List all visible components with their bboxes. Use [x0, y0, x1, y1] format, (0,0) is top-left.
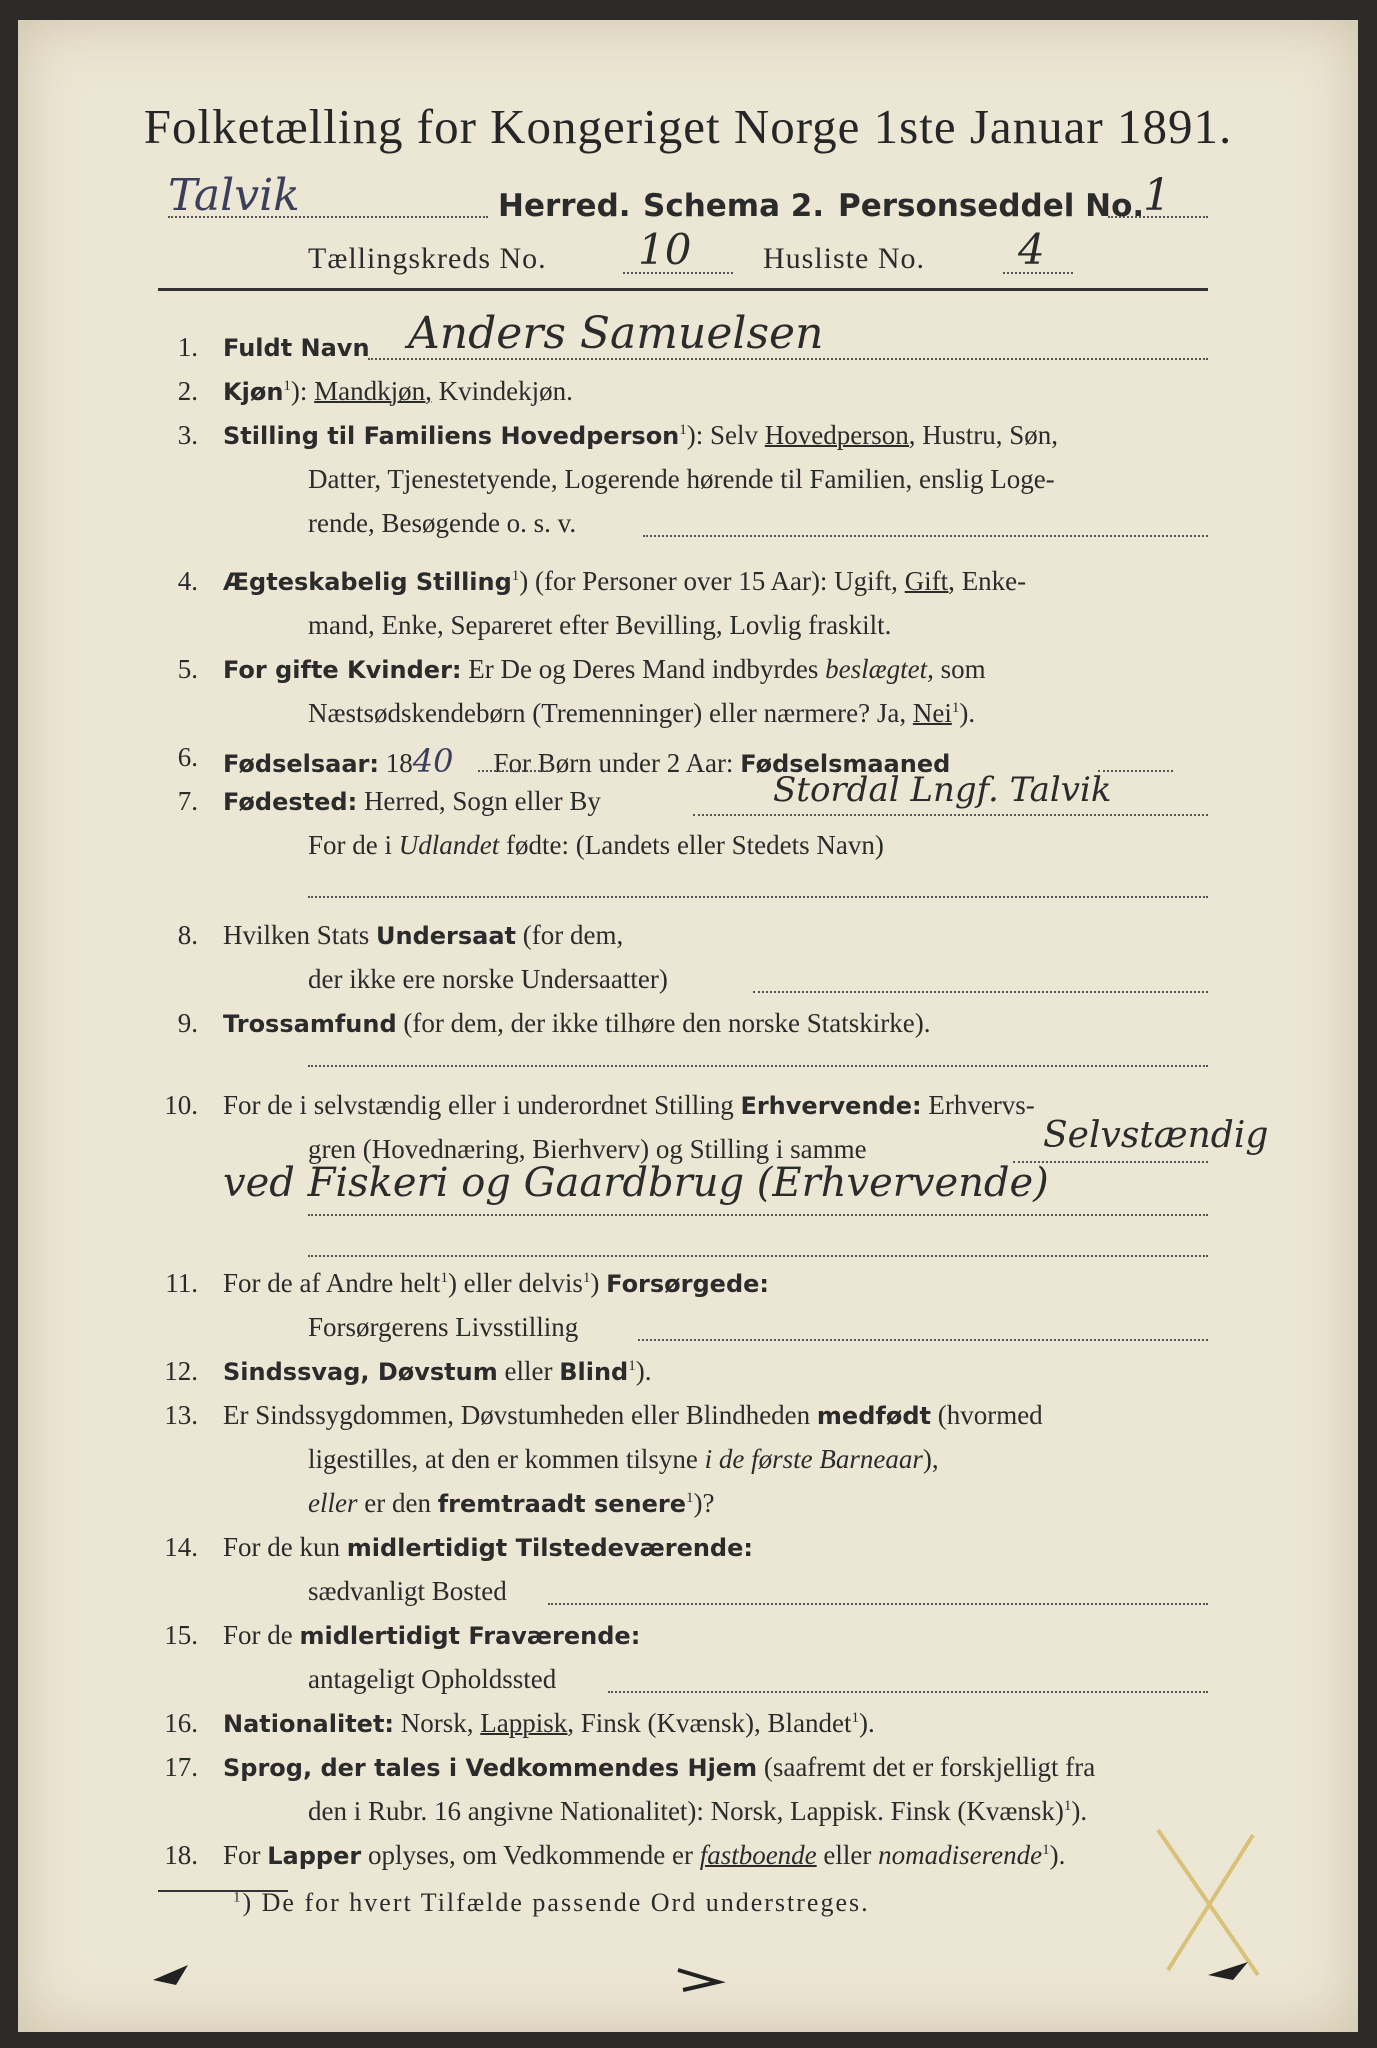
census-form-page	[18, 20, 1358, 2032]
q13-line1: Er Sindssygdommen, Døvstumheden eller Blindheden medfødt (hvormed	[223, 1400, 1043, 1430]
q10-value1: Selvstændig	[1043, 1115, 1269, 1156]
q11-number: 11.	[165, 1268, 198, 1298]
husliste-number: 4	[1018, 225, 1045, 274]
husliste-dots	[1003, 272, 1073, 274]
q15-line1: For de midlertidigt Fraværende:	[223, 1620, 641, 1650]
q9-dots	[308, 1065, 1208, 1067]
q3-line3: rende, Besøgende o. s. v.	[308, 508, 577, 538]
q8-line1: Hvilken Stats Undersaat (for dem,	[223, 920, 624, 950]
q15-dots	[608, 1691, 1208, 1693]
q5-number: 5.	[177, 654, 198, 684]
q15-line2: antageligt Opholdssted	[308, 1664, 557, 1694]
q14-line2: sædvanligt Bosted	[308, 1576, 507, 1606]
q1-value: Anders Samuelsen	[408, 308, 824, 359]
herred-dots	[168, 216, 488, 218]
q14-dots	[548, 1603, 1208, 1605]
q11-line2: Forsørgerens Livsstilling	[308, 1312, 579, 1342]
kreds-label: Tællingskreds No.	[308, 242, 547, 275]
q11-dots	[638, 1339, 1208, 1341]
q8-line2: der ikke ere norske Undersaatter)	[308, 964, 668, 994]
q17-number: 17.	[164, 1752, 198, 1782]
q14-number: 14.	[164, 1532, 198, 1562]
q10-line2: gren (Hovednæring, Bierhverv) og Stilling i samme	[308, 1134, 867, 1164]
corner-mark-left	[148, 1955, 208, 1995]
q7-value: Stordal Lngf. Talvik	[773, 770, 1112, 810]
q3-line1: Stilling til Familiens Hovedperson$^1$): Selv Hovedperson, Hustru, Søn,	[223, 420, 1059, 450]
q10-line1: For de i selvstændig eller i underordnet Stilling Erhvervende: Erhvervs-	[223, 1090, 1035, 1120]
q6-number: 6.	[177, 742, 198, 772]
q13-line3: eller er den fremtraadt senere$^1$)?	[308, 1488, 715, 1518]
q17-line2: den i Rubr. 16 angivne Nationalitet): Norsk, Lappisk. Finsk (Kvænsk)$^1$).	[308, 1796, 1088, 1826]
q7-foreign-dots	[308, 896, 1208, 898]
q12-number: 12.	[164, 1356, 198, 1386]
q4-line1: Ægteskabelig Stilling$^1$) (for Personer over 15 Aar): Ugift, Gift, Enke-	[223, 566, 1027, 596]
q3-line2: Datter, Tjenestetyende, Logerende hørende til Familien, enslig Loge-	[308, 464, 1055, 494]
q7-line2: For de i Udlandet fødte: (Landets eller Stedets Navn)	[308, 830, 884, 860]
q6-year-dots	[478, 770, 548, 772]
q10-value2: ved Fiskeri og Gaardbrug (Erhvervende)	[223, 1160, 1049, 1206]
q5-line1: For gifte Kvinder: Er De og Deres Mand indbyrdes beslægtet, som	[223, 654, 986, 684]
q16-line: Nationalitet: Norsk, Lappisk, Finsk (Kvænsk), Blandet$^1$).	[223, 1708, 875, 1738]
q1-label: Fuldt Navn	[223, 334, 370, 362]
q18-line: For Lapper oplyses, om Vedkommende er fastboende eller nomadiserende$^1$).	[223, 1840, 1066, 1870]
kreds-number: 10	[638, 225, 692, 274]
q10-dots2	[308, 1214, 1208, 1216]
q9-number: 9.	[177, 1008, 198, 1038]
personseddel-label: Personseddel No.	[838, 188, 1145, 224]
q3-dots	[643, 535, 1208, 537]
q6-line: Fødselsaar: 1840 For Børn under 2 Aar: Fødselsmaaned	[223, 742, 951, 780]
q5-line2: Næstsødskendebørn (Tremenninger) eller nærmere? Ja, Nei$^1$).	[308, 698, 976, 728]
corner-mark-right	[1203, 1950, 1263, 1990]
q2-line: Kjøn$^1$): Mandkjøn, Kvindekjøn.	[223, 376, 573, 406]
q17-line1: Sprog, der tales i Vedkommendes Hjem (saafremt det er forskjelligt fra	[223, 1752, 1096, 1782]
q7-line1: Fødested: Herred, Sogn eller By	[223, 786, 601, 816]
kreds-dots	[623, 272, 733, 274]
q13-line2: ligestilles, at den er kommen tilsyne i de første Barneaar),	[308, 1444, 939, 1474]
personseddel-dots	[1108, 216, 1208, 218]
q3-number: 3.	[177, 420, 198, 450]
header-rule	[158, 288, 1208, 291]
q1-number: 1.	[177, 332, 198, 362]
q8-number: 8.	[177, 920, 198, 950]
q2-number: 2.	[177, 376, 198, 406]
q4-line2: mand, Enke, Separeret efter Bevilling, Lovlig fraskilt.	[308, 610, 892, 640]
q7-dots	[693, 814, 1208, 816]
footnote: $^1$) De for hvert Tilfælde passende Ord understreges.	[233, 1888, 870, 1917]
schema-label: Schema 2.	[643, 188, 825, 224]
herred-name: Talvik	[168, 170, 300, 221]
q7-number: 7.	[177, 786, 198, 816]
q14-line1: For de kun midlertidigt Tilstedeværende:	[223, 1532, 753, 1562]
q16-number: 16.	[164, 1708, 198, 1738]
q9-line: Trossamfund (for dem, der ikke tilhøre den norske Statskirke).	[223, 1008, 931, 1038]
q10-dots3	[308, 1255, 1208, 1257]
q10-number: 10.	[164, 1090, 198, 1120]
q11-line1: For de af Andre helt$^1$) eller delvis$^1$) Forsørgede:	[223, 1268, 770, 1298]
q12-line: Sindssvag, Døvstum eller Blind$^1$).	[223, 1356, 652, 1386]
q15-number: 15.	[164, 1620, 198, 1650]
q4-number: 4.	[177, 566, 198, 596]
q1-dots	[368, 358, 1208, 360]
personseddel-number: 1	[1143, 170, 1171, 221]
q8-dots	[753, 991, 1208, 993]
q18-number: 18.	[164, 1840, 198, 1870]
q13-number: 13.	[164, 1400, 198, 1430]
herred-label: Herred.	[498, 188, 631, 224]
form-title: Folketælling for Kongeriget Norge 1ste Januar 1891.	[143, 99, 1233, 154]
husliste-label: Husliste No.	[763, 242, 925, 275]
corner-mark-center	[673, 1960, 733, 2000]
